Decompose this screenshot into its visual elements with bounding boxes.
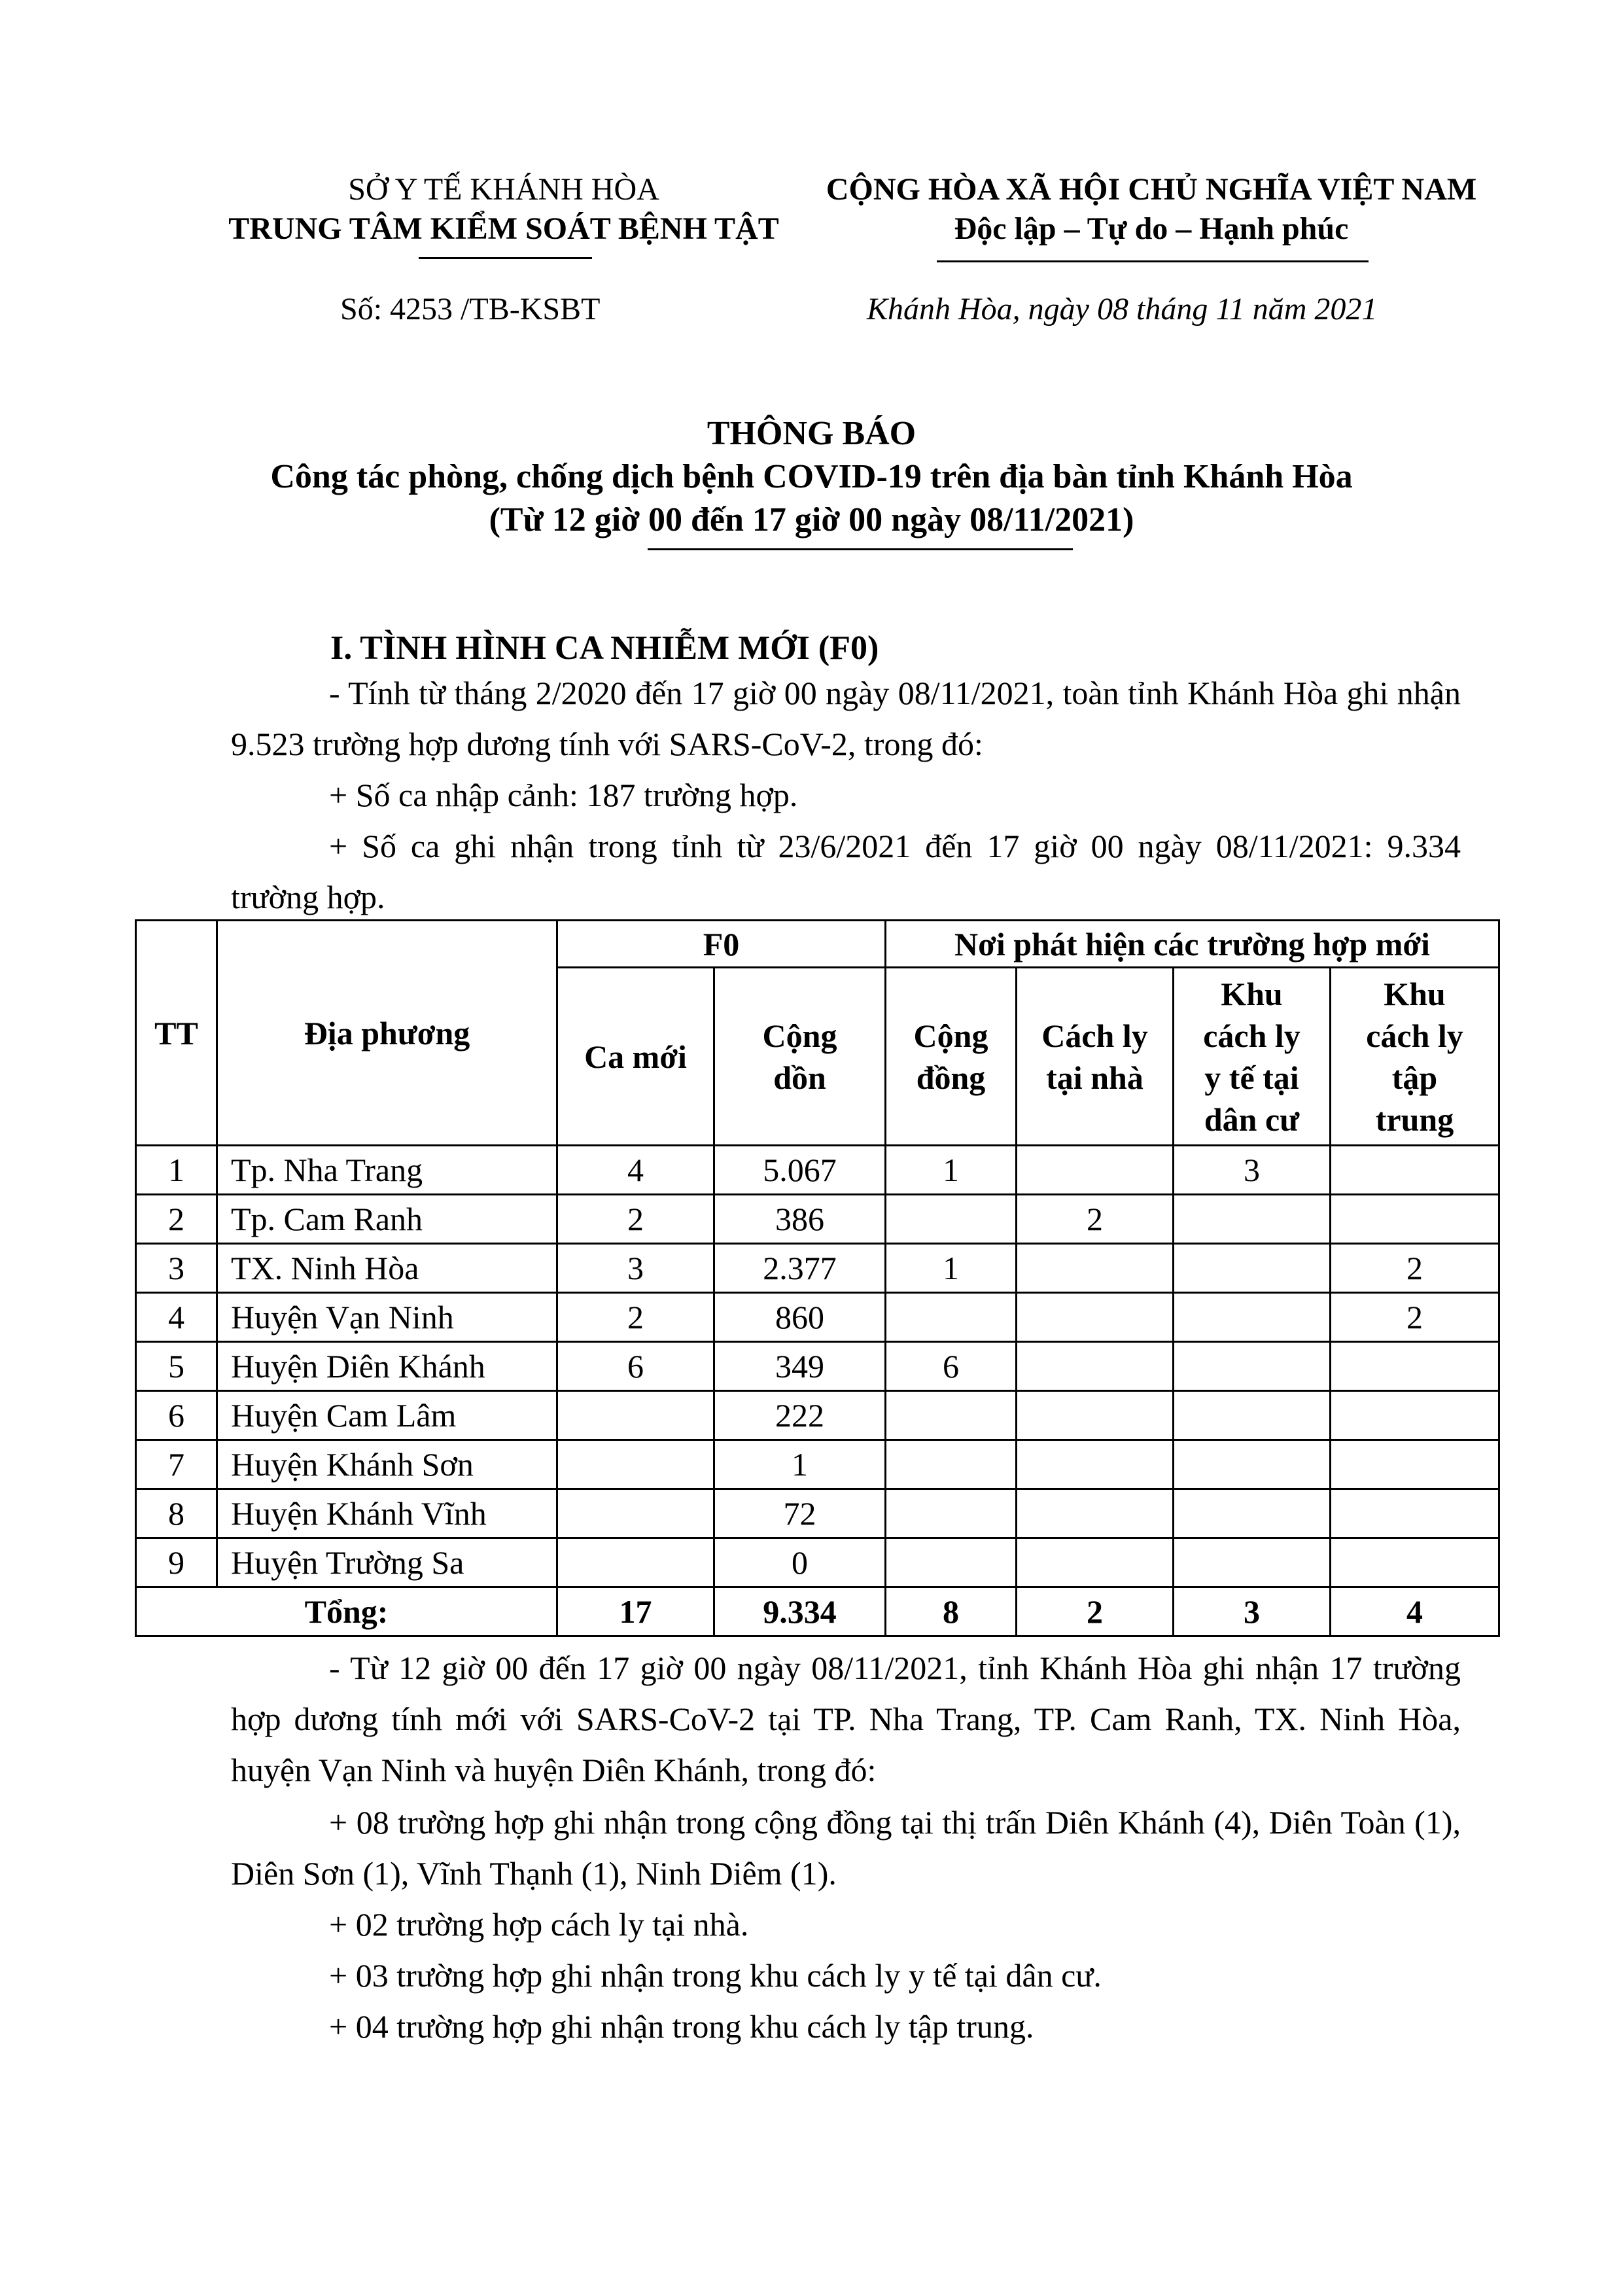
header-resid-l4: dân cư (1204, 1101, 1300, 1138)
header-community (886, 968, 1017, 1146)
cell-new: 3 (557, 1244, 714, 1293)
total-residential: 3 (1174, 1587, 1331, 1636)
header-cumulative (714, 968, 886, 1146)
place-and-date: Khánh Hòa, ngày 08 tháng 11 năm 2021 (867, 292, 1378, 327)
cell-central (1331, 1342, 1499, 1391)
cell-tt: 4 (136, 1293, 217, 1342)
total-cumulative: 9.334 (714, 1587, 886, 1636)
header-resid-l2: cách ly (1203, 1017, 1300, 1054)
header-detection-location: Nơi phát hiện các trường hợp mới (886, 921, 1499, 968)
document-period: (Từ 12 giờ 00 đến 17 giờ 00 ngày 08/11/2021) (489, 501, 1134, 539)
cell-new (557, 1489, 714, 1538)
cell-central (1331, 1195, 1499, 1244)
cell-tt: 5 (136, 1342, 217, 1391)
cell-community (886, 1489, 1017, 1538)
motto-underline (937, 260, 1369, 262)
cell-tt: 1 (136, 1146, 217, 1195)
cell-community: 6 (886, 1342, 1017, 1391)
total-community: 8 (886, 1587, 1017, 1636)
cell-cumulative: 349 (714, 1342, 886, 1391)
cell-tt: 3 (136, 1244, 217, 1293)
cell-home (1017, 1342, 1174, 1391)
table-row (136, 1489, 1499, 1538)
cell-residential (1174, 1391, 1331, 1440)
cell-residential (1174, 1489, 1331, 1538)
paragraph-local-text: + Số ca ghi nhận trong tỉnh từ 23/6/2021 đến 17 giờ 00 ngày 08/11/2021: 9.334 trường hợp. (231, 828, 1461, 915)
paragraph-imported (231, 769, 1461, 821)
paragraph-central-text: + 04 trường hợp ghi nhận trong khu cách ly tập trung. (329, 2008, 1034, 2045)
title-underline (648, 548, 1073, 550)
cell-residential (1174, 1244, 1331, 1293)
header-central-l3: tập (1391, 1059, 1438, 1096)
total-new: 17 (557, 1587, 714, 1636)
cell-new: 2 (557, 1293, 714, 1342)
header-home-isolation (1017, 968, 1174, 1146)
header-f0: F0 (557, 921, 886, 968)
paragraph-new-cases (231, 1642, 1461, 1795)
cases-table (135, 919, 1500, 1637)
header-central-isolation (1331, 968, 1499, 1146)
total-home: 2 (1017, 1587, 1174, 1636)
cell-cumulative: 1 (714, 1440, 886, 1489)
header-central-l2: cách ly (1366, 1017, 1463, 1054)
paragraph-home (231, 1899, 1461, 1950)
agency-name: TRUNG TÂM KIỂM SOÁT BỆNH TẬT (228, 211, 779, 246)
header-community-l2: đồng (916, 1059, 986, 1096)
cell-residential (1174, 1293, 1331, 1342)
cell-residential: 3 (1174, 1146, 1331, 1195)
document-title: THÔNG BÁO (707, 415, 916, 452)
cell-cumulative: 0 (714, 1538, 886, 1587)
cell-tt: 6 (136, 1391, 217, 1440)
paragraph-imported-text: + Số ca nhập cảnh: 187 trường hợp. (329, 777, 798, 813)
cell-home: 2 (1017, 1195, 1174, 1244)
cell-community (886, 1293, 1017, 1342)
cell-residential (1174, 1538, 1331, 1587)
paragraph-community-text: + 08 trường hợp ghi nhận trong cộng đồng tại thị trấn Diên Khánh (4), Diên Toàn (1), Diên Sơn (1), Vĩnh Thạnh (1), Ninh Diêm (1). (231, 1804, 1461, 1892)
cell-locality: Huyện Khánh Vĩnh (217, 1489, 557, 1538)
cell-locality: TX. Ninh Hòa (217, 1244, 557, 1293)
national-motto: Độc lập – Tự do – Hạnh phúc (954, 211, 1349, 246)
header-residential-isolation (1174, 968, 1331, 1146)
cell-cumulative: 386 (714, 1195, 886, 1244)
cell-central (1331, 1391, 1499, 1440)
paragraph-total-text: - Tính từ tháng 2/2020 đến 17 giờ 00 ngày 08/11/2021, toàn tỉnh Khánh Hòa ghi nhận 9.523 trường hợp dương tính với SARS-CoV-2, trong đó: (231, 675, 1461, 762)
cell-central (1331, 1440, 1499, 1489)
total-central: 4 (1331, 1587, 1499, 1636)
table-row (136, 1293, 1499, 1342)
cell-home (1017, 1391, 1174, 1440)
cell-new: 2 (557, 1195, 714, 1244)
cell-home (1017, 1293, 1174, 1342)
section-heading: I. TÌNH HÌNH CA NHIỄM MỚI (F0) (330, 629, 879, 667)
paragraph-home-text: + 02 trường hợp cách ly tại nhà. (329, 1906, 749, 1943)
paragraph-residential-text: + 03 trường hợp ghi nhận trong khu cách ly y tế tại dân cư. (329, 1957, 1102, 1994)
cell-cumulative: 222 (714, 1391, 886, 1440)
table-total-row (136, 1587, 1499, 1636)
cell-community (886, 1538, 1017, 1587)
cell-tt: 9 (136, 1538, 217, 1587)
agency-underline (419, 257, 592, 259)
header-new-cases: Ca mới (557, 968, 714, 1146)
header-cumulative-l2: dồn (773, 1059, 826, 1096)
cell-community: 1 (886, 1244, 1017, 1293)
cell-residential (1174, 1440, 1331, 1489)
header-central-l4: trung (1375, 1101, 1454, 1138)
table-row (136, 1342, 1499, 1391)
cell-community: 1 (886, 1146, 1017, 1195)
header-home-l1: Cách ly (1041, 1017, 1148, 1054)
table-row (136, 1146, 1499, 1195)
header-resid-l3: y tế tại (1204, 1059, 1299, 1096)
cell-locality: Huyện Trường Sa (217, 1538, 557, 1587)
table-row (136, 1244, 1499, 1293)
cell-cumulative: 2.377 (714, 1244, 886, 1293)
cell-home (1017, 1440, 1174, 1489)
cell-cumulative: 860 (714, 1293, 886, 1342)
cell-locality: Huyện Khánh Sơn (217, 1440, 557, 1489)
table-row (136, 1538, 1499, 1587)
cell-cumulative: 72 (714, 1489, 886, 1538)
cell-locality: Huyện Diên Khánh (217, 1342, 557, 1391)
cell-new: 6 (557, 1342, 714, 1391)
cell-locality: Tp. Cam Ranh (217, 1195, 557, 1244)
header-tt: TT (136, 921, 217, 1146)
cell-residential (1174, 1342, 1331, 1391)
country-name: CỘNG HÒA XÃ HỘI CHỦ NGHĨA VIỆT NAM (826, 172, 1477, 207)
cell-residential (1174, 1195, 1331, 1244)
cell-community (886, 1195, 1017, 1244)
cell-new: 4 (557, 1146, 714, 1195)
cell-central (1331, 1146, 1499, 1195)
cell-central (1331, 1489, 1499, 1538)
cell-central: 2 (1331, 1244, 1499, 1293)
cell-central (1331, 1538, 1499, 1587)
header-cumulative-l1: Cộng (762, 1017, 837, 1054)
paragraph-residential (231, 1950, 1461, 2001)
table-row (136, 1391, 1499, 1440)
cell-locality: Tp. Nha Trang (217, 1146, 557, 1195)
paragraph-total (231, 667, 1461, 769)
header-central-l1: Khu (1384, 975, 1446, 1012)
cell-new (557, 1538, 714, 1587)
agency-parent: SỞ Y TẾ KHÁNH HÒA (348, 172, 659, 207)
header-home-l2: tại nhà (1046, 1059, 1143, 1096)
cell-new (557, 1440, 714, 1489)
paragraph-local (231, 821, 1461, 923)
document-subtitle: Công tác phòng, chống dịch bệnh COVID-19 trên địa bàn tỉnh Khánh Hòa (270, 458, 1353, 495)
cell-home (1017, 1538, 1174, 1587)
table-row (136, 1440, 1499, 1489)
cell-central: 2 (1331, 1293, 1499, 1342)
header-locality: Địa phương (217, 921, 557, 1146)
total-label: Tổng: (136, 1587, 557, 1636)
cell-tt: 2 (136, 1195, 217, 1244)
cell-new (557, 1391, 714, 1440)
cell-community (886, 1440, 1017, 1489)
cell-locality: Huyện Cam Lâm (217, 1391, 557, 1440)
cell-locality: Huyện Vạn Ninh (217, 1293, 557, 1342)
cell-home (1017, 1244, 1174, 1293)
table-row (136, 1195, 1499, 1244)
header-community-l1: Cộng (913, 1017, 988, 1054)
cell-community (886, 1391, 1017, 1440)
cell-home (1017, 1146, 1174, 1195)
cell-tt: 7 (136, 1440, 217, 1489)
cell-cumulative: 5.067 (714, 1146, 886, 1195)
header-resid-l1: Khu (1221, 975, 1283, 1012)
paragraph-central (231, 2001, 1461, 2052)
paragraph-new-cases-text: - Từ 12 giờ 00 đến 17 giờ 00 ngày 08/11/2021, tỉnh Khánh Hòa ghi nhận 17 trường hợp dương tính mới với SARS-CoV-2 tại TP. Nha Trang, TP. Cam Ranh, TX. Ninh Hòa, huyện Vạn Ninh và huyện Diên Khánh, trong đó: (231, 1650, 1461, 1788)
cell-home (1017, 1489, 1174, 1538)
cell-tt: 8 (136, 1489, 217, 1538)
paragraph-community (231, 1797, 1461, 1899)
document-number: Số: 4253 /TB-KSBT (340, 292, 601, 327)
